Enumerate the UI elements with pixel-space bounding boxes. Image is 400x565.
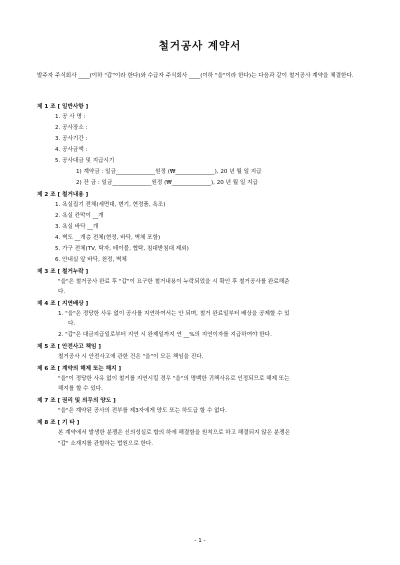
article-3-text: "을"은 철거공사 완료 후 "갑"이 요구한 철거내용이 누락되었을 시 확인 후 철거공사를 완료해준	[58, 279, 290, 285]
article-6-text: "을"이 정당한 사유 없이 철거를 지연시킬 경우 "을"의 명백한 귀책사유로 인정되므로 해제 또는	[58, 376, 290, 382]
article-1-title: 제 1 조 [ 일반사항 ]	[37, 104, 89, 110]
article-4-item: 2. "갑"은 대금지급일로부터 지연 시 완제일까지 연 __%의 지연이자를 지급하여야 한다.	[58, 332, 272, 338]
article-7-title: 제 7 조 [ 권리 및 의무의 양도 ]	[37, 398, 116, 404]
intro-paragraph: 발주자 주식회사 ____(이하 "갑"이라 한다)와 수급자 주식회사 ____(이하 "을"이라 한다)는 다음과 같이 철거공사 계약을 체결한다.	[37, 73, 354, 79]
article-2-item: 1. 욕실집기 전체(세면대, 변기, 현정품, 욕조)	[55, 202, 166, 208]
article-4-title: 제 4 조 [ 지연배상 ]	[37, 301, 89, 307]
article-3-text: 다.	[58, 289, 66, 295]
article-4-item: 다.	[68, 321, 76, 327]
article-2-item: 5. 가구 전체(TV, 탁자, 테이블, 협탁, 침대받침대 제외)	[55, 246, 189, 252]
article-8-title: 제 8 조 [ 기 타 ]	[37, 420, 80, 426]
page-number: - 1 -	[194, 538, 206, 544]
article-2-title: 제 2 조 [ 철거내용 ]	[37, 192, 89, 198]
article-8-text: "갑" 소재지를 관할하는 법원으로 한다.	[58, 441, 154, 447]
article-6-title: 제 6 조 [ 계약의 해제 또는 해지 ]	[37, 366, 122, 372]
article-1-item: 5. 공사대금 및 지급시기	[55, 158, 115, 164]
article-2-item: 2. 욕실 칸막이 __개	[55, 213, 104, 219]
article-5-text: 철거공사 시 안전사고에 관한 건은 "을"이 모든 책임을 진다.	[58, 354, 204, 360]
article-1-item: 3. 공사기간 :	[55, 136, 88, 142]
payment-line: 2) 잔 금 : 일금______________원정 (₩______________), 20 년 월 일 지급	[76, 180, 258, 186]
document-title: 철거공사 계약서	[158, 40, 242, 52]
article-6-text: 해지를 할 수 있다.	[58, 386, 103, 392]
article-1-item: 4. 공사금액 :	[55, 147, 88, 153]
article-4-item: 1. "을"은 정당한 사유 없이 공사를 지연하여서는 안 되며, 철거 완료일부터 배상을 공제할 수 있	[58, 311, 290, 317]
article-7-text: "을"은 계약된 공사의 전부를 제3자에게 양도 또는 하도급 할 수 없다.	[58, 408, 227, 414]
article-2-item: 4. 벽도 __개층 전체(현정, 바닥, 벽체 포함)	[55, 235, 161, 241]
article-5-title: 제 5 조 [ 안전사고 책임 ]	[37, 344, 101, 350]
article-2-item: 6. 안내실 앞 바닥, 천정, 벽체	[55, 257, 127, 263]
article-8-text: 본 계약에서 발생한 분쟁은 신의성실로 합의 하에 해결함을 원칙으로 하고 해결되지 않은 분쟁은	[58, 430, 291, 436]
article-1-item: 1. 공 사 명 :	[55, 114, 86, 120]
article-1-item: 2. 공사장소 :	[55, 125, 88, 131]
article-3-title: 제 3 조 [ 철거누락 ]	[37, 269, 89, 275]
payment-line: 1) 계약금 : 일금______________원정 (₩______________), 20 년 월 일 지급	[76, 169, 262, 175]
article-2-item: 3. 욕실 바닥 __개	[55, 224, 99, 230]
